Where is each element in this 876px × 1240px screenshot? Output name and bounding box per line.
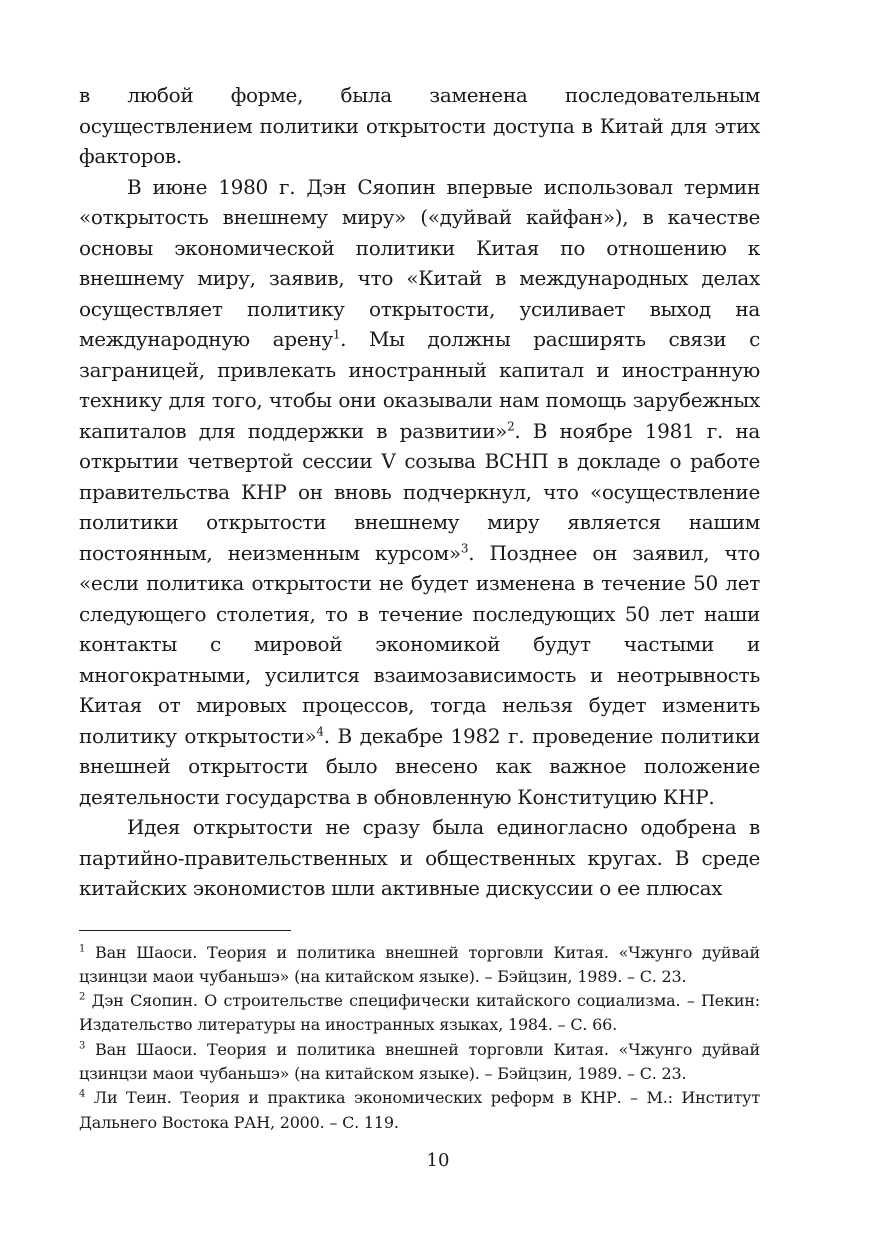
footnote-mark: 3 — [79, 1040, 86, 1052]
paragraph-text: . В декабре 1982 г. проведение политики внешней открытости было внесено как важное положение деятельности государства в обновленную Конституцию КНР. — [79, 723, 760, 809]
paragraph-text: В июне 1980 г. Дэн Сяопин впервые использовал термин «открытость внешнему миру» («дуйвай кайфан»), в качестве основы экономической политики Китая по отношению к внешнему миру, заявив, что «Китай в международных делах осуществляет политику открытости, усиливает выход на международную арену — [79, 174, 760, 351]
paragraph-text: . Позднее он заявил, что «если политика открытости не будет изменена в течение 50 лет следующего столетия, то в течение последующих 50 лет наши контакты с мировой экономикой будут частыми и многократными, усилится взаимозависимость и неотрывность Китая от мировых процессов, тогда нельзя будет изменить политику открытости» — [79, 540, 760, 748]
footnote-reference[interactable]: 2 — [507, 418, 515, 433]
paragraph-text: . В ноябре 1981 г. на открытии четвертой сессии V созыва ВСНП в докладе о работе правительства КНР он вновь подчеркнул, что «осуществление политики открытости внешнему миру является нашим постоянным, неизменным курсом» — [79, 418, 760, 565]
paragraph — [79, 812, 760, 904]
footnote-mark: 4 — [79, 1088, 86, 1100]
footnote-reference[interactable]: 4 — [316, 723, 324, 738]
footnote-text: Дэн Сяопин. О строительстве специфически китайского социализма. – Пекин: Издательство литературы на иностранных языках, 1984. – С. 66. — [79, 991, 760, 1035]
footnote-mark: 1 — [79, 943, 86, 955]
paragraph — [79, 172, 760, 813]
page-number: 10 — [426, 1150, 450, 1171]
footnote — [79, 941, 760, 990]
footnote — [79, 1038, 760, 1087]
paragraph-text: . Мы должны расширять связи с заграницей, привлекать иностранный капитал и иностранную технику для того, чтобы они оказывали нам помощь зарубежных капиталов для поддержки в развитии» — [79, 327, 760, 443]
paragraph-text: Идея открытости не сразу была единогласно одобрена в партийно-правительственных и общественных кругах. В среде китайских экономистов шли активные дискуссии о ее плюсах — [79, 815, 760, 900]
footnote — [79, 989, 760, 1038]
footnote-text: Ли Теин. Теория и практика экономических реформ в КНР. – М.: Институт Дальнего Востока РАН, 2000. – С. 119. — [79, 1088, 761, 1132]
footnote-divider — [79, 930, 291, 931]
footnote-text: Ван Шаоси. Теория и политика внешней торговли Китая. «Чжунго дуйвай цзинцзи маои чубаньшэ» (на китайском языке). – Бэйцзин, 1989. – С. 23. — [79, 942, 760, 986]
footnotes-list — [79, 941, 760, 1135]
footnote-text: Ван Шаоси. Теория и политика внешней торговли Китая. «Чжунго дуйвай цзинцзи маои чубаньшэ» (на китайском языке). – Бэйцзин, 1989. – С. 23. — [79, 1039, 760, 1083]
footnote — [79, 1086, 760, 1135]
paragraph-text: в любой форме, была заменена последовательным осуществлением политики открытости доступа в Китай для этих факторов. — [79, 83, 760, 168]
page-content — [79, 80, 760, 1135]
footnote-mark: 2 — [79, 991, 86, 1003]
footnote-reference[interactable]: 3 — [460, 540, 469, 555]
main-text — [79, 80, 760, 904]
paragraph — [79, 80, 760, 172]
footnote-reference[interactable]: 1 — [332, 327, 341, 342]
